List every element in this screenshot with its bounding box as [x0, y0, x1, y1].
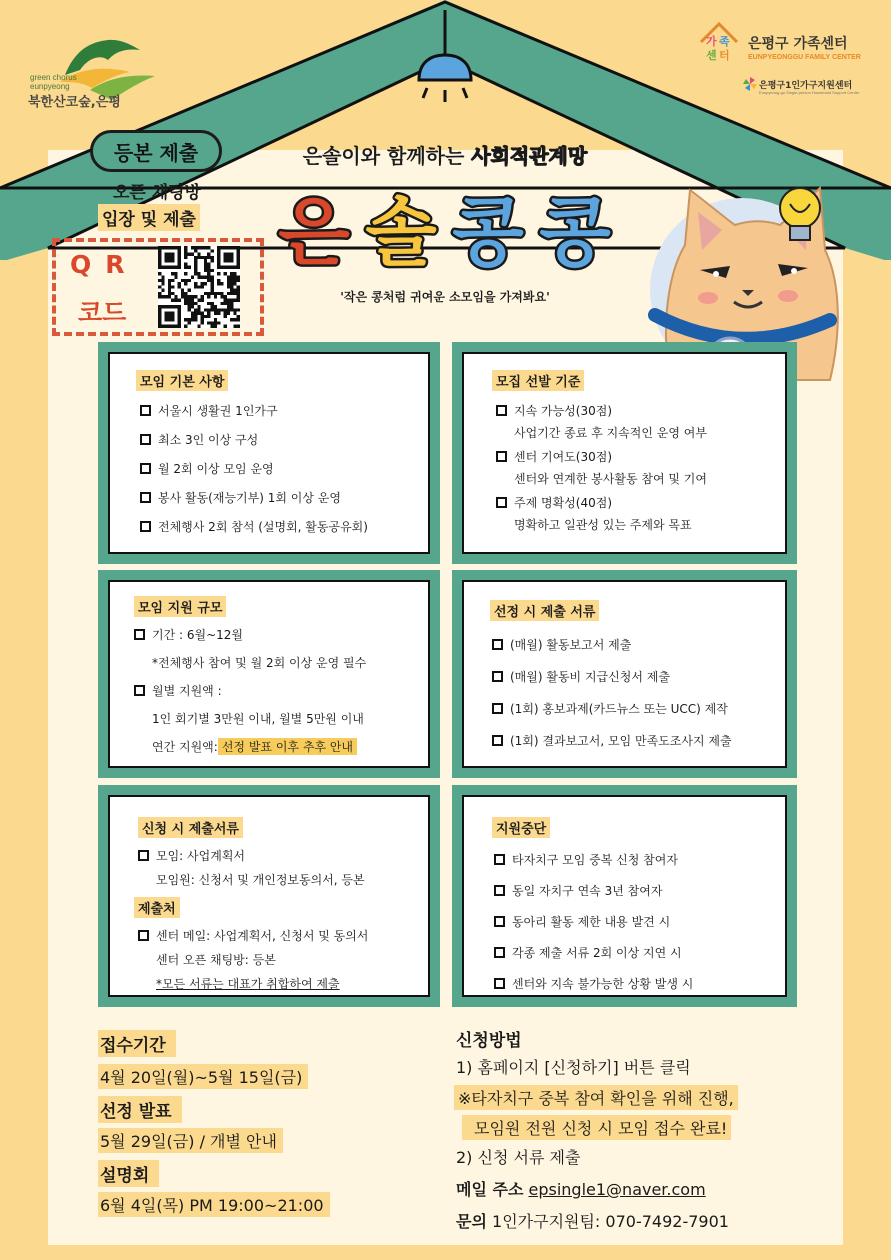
- checkbox-icon: [496, 451, 507, 462]
- list-item: 모임: 사업계획서: [138, 847, 245, 864]
- list-item: (매월) 활동보고서 제출: [492, 636, 631, 653]
- submit-badge: 등본 제출: [90, 130, 222, 172]
- list-item: 봉사 활동(재능기부) 1회 이상 운영: [140, 489, 341, 506]
- contact-value: 1인가구지원팀: 070-7492-7901: [492, 1212, 729, 1231]
- svg-text:터: 터: [719, 49, 730, 62]
- list-item: 월별 지원액 :: [134, 682, 222, 699]
- support-scale-box: [98, 570, 440, 778]
- logo-name: 북한산코숲,은평: [28, 95, 121, 110]
- title-char: 콩: [452, 190, 524, 275]
- list-item: (1회) 홍보과제(카드뉴스 또는 UCC) 제작: [492, 700, 728, 717]
- checkbox-icon: [492, 735, 503, 746]
- checkbox-icon: [492, 639, 503, 650]
- qr-label: 코드: [78, 298, 127, 327]
- list-item-desc: 연간 지원액: 선정 발표 이후 추후 안내: [152, 738, 357, 755]
- list-item-desc: *전체행사 참여 및 월 2회 이상 운영 필수: [152, 656, 367, 670]
- contact-label: 문의: [456, 1212, 487, 1231]
- list-item: 전체행사 2회 참석 (설명회, 활동공유회): [140, 518, 368, 535]
- checkbox-icon: [494, 916, 505, 927]
- title-char: 솔: [365, 190, 437, 275]
- list-item: 타자치구 모임 중복 신청 참여자: [494, 851, 678, 868]
- list-item: 센터 기여도(30점): [496, 448, 612, 465]
- svg-text:족: 족: [719, 35, 730, 48]
- yearly-highlight: 선정 발표 이후 추후 안내: [218, 738, 357, 755]
- title-char: 은: [278, 190, 350, 275]
- mail-row: [456, 1177, 706, 1200]
- basic-info-box: [98, 342, 440, 564]
- method-step2: 2) 신청 서류 제출: [456, 1148, 581, 1167]
- list-item-desc: 1인 회기별 3만원 이내, 월별 5만원 이내: [152, 712, 364, 726]
- list-item: 센터 메일: 사업계획서, 신청서 및 동의서: [138, 927, 368, 944]
- open-chat-label: 오픈 채팅방: [112, 183, 202, 203]
- checkbox-icon: [138, 850, 149, 861]
- list-item-desc: 명확하고 일관성 있는 주제와 목표: [514, 518, 692, 532]
- list-item: 센터와 지속 불가능한 상황 발생 시: [494, 975, 693, 992]
- box-title: 모임 지원 규모: [134, 596, 226, 617]
- poster-tagline: '작은 콩처럼 귀여운 소모임을 가져봐요': [340, 290, 550, 304]
- subtitle-text: 은솔이와 함께하는: [302, 144, 472, 168]
- mail-label: 메일 주소: [456, 1180, 524, 1199]
- announce-heading: 선정 발표: [98, 1096, 182, 1123]
- box-title: 신청 시 제출서류: [138, 817, 243, 838]
- list-item-note: *모든 서류는 대표가 취합하여 제출: [156, 977, 340, 991]
- list-item: 최소 3인 이상 구성: [140, 431, 258, 448]
- title-char: 콩: [539, 190, 611, 275]
- checkbox-icon: [492, 703, 503, 714]
- mail-link[interactable]: epsingle1@naver.com: [528, 1180, 706, 1199]
- checkbox-icon: [494, 978, 505, 989]
- list-item: 동일 자치구 연속 3년 참여자: [494, 882, 662, 899]
- checkbox-icon: [494, 947, 505, 958]
- checkbox-icon: [140, 405, 151, 416]
- family-center-logo-icon: [697, 20, 741, 64]
- checkbox-icon: [140, 463, 151, 474]
- method-note1: ※타자치구 중복 참여 확인을 위해 진행,: [454, 1085, 738, 1110]
- qr-label: QR: [70, 250, 139, 279]
- box-title: 선정 시 제출 서류: [490, 600, 599, 621]
- box-title: 제출처: [134, 897, 180, 918]
- list-item-desc: 센터 오픈 채팅방: 등본: [156, 953, 276, 967]
- list-item: (1회) 결과보고서, 모임 만족도조사지 제출: [492, 732, 732, 749]
- checkbox-icon: [134, 685, 145, 696]
- contact-row: [456, 1209, 729, 1232]
- box-title: 모임 기본 사항: [136, 370, 228, 391]
- list-item: 각종 제출 서류 2회 이상 지연 시: [494, 944, 682, 961]
- checkbox-icon: [138, 930, 149, 941]
- apply-docs-box: [98, 785, 440, 1007]
- checkbox-icon: [494, 854, 505, 865]
- ceiling-lamp-icon: [405, 10, 485, 105]
- list-item-desc: 모임원: 신청서 및 개인정보동의서, 등본: [156, 873, 365, 887]
- logo-small-text: green chorus: [30, 73, 77, 82]
- checkbox-icon: [140, 434, 151, 445]
- list-item: 기간 : 6월~12월: [134, 626, 243, 643]
- support-center-english: Eunpyeong-gu Single-person Household Support Center: [759, 90, 860, 95]
- checkbox-icon: [134, 629, 145, 640]
- checkbox-icon: [492, 671, 503, 682]
- qr-code-icon[interactable]: [158, 246, 240, 328]
- announce-value: 5월 29일(금) / 개별 안내: [98, 1128, 283, 1153]
- poster-title: [270, 180, 620, 275]
- checkbox-icon: [494, 885, 505, 896]
- list-item: 지속 가능성(30점): [496, 402, 612, 419]
- pinwheel-logo-icon: [742, 76, 758, 92]
- svg-text:센: 센: [706, 49, 717, 62]
- method-step1: 1) 홈페이지 [신청하기] 버튼 클릭: [456, 1058, 691, 1077]
- selected-docs-box: [452, 570, 797, 778]
- enter-submit-label: 입장 및 제출: [98, 204, 200, 231]
- period-value: 4월 20일(월)~5월 15일(금): [98, 1064, 308, 1089]
- checkbox-icon: [140, 492, 151, 503]
- list-item: 월 2회 이상 모임 운영: [140, 460, 274, 477]
- svg-text:가: 가: [706, 35, 717, 48]
- list-item-desc: 센터와 연계한 봉사활동 참여 및 기여: [514, 472, 707, 486]
- support-center-name: 은평구1인가구지원센터: [759, 81, 853, 91]
- list-item-desc: 사업기간 종료 후 지속적인 운영 여부: [514, 426, 707, 440]
- list-item: 주제 명확성(40점): [496, 494, 612, 511]
- list-item: 서울시 생활권 1인가구: [140, 402, 278, 419]
- poster-subtitle: [270, 140, 620, 169]
- box-title: 모집 선발 기준: [492, 370, 584, 391]
- subtitle-highlight: 사회적관계망: [471, 144, 588, 168]
- period-heading: 접수기간: [98, 1030, 176, 1057]
- method-heading: 신청방법: [456, 1031, 522, 1051]
- list-item: (매월) 활동비 지급신청서 제출: [492, 668, 670, 685]
- logo-small-text: eunpyeong: [30, 82, 70, 91]
- briefing-heading: 설명회: [98, 1160, 159, 1187]
- briefing-value: 6월 4일(목) PM 19:00~21:00: [98, 1192, 330, 1217]
- family-center-english: EUNPYEONGGU FAMILY CENTER: [748, 54, 861, 61]
- checkbox-icon: [140, 521, 151, 532]
- support-stop-box: [452, 785, 797, 1007]
- list-item: 동아리 활동 제한 내용 발견 시: [494, 913, 670, 930]
- selection-criteria-box: [452, 342, 797, 564]
- method-note2: 모임원 전원 신청 시 모임 접수 완료!: [462, 1115, 731, 1140]
- box-title: 지원중단: [492, 817, 550, 838]
- checkbox-icon: [496, 405, 507, 416]
- family-center-name: 은평구 가족센터: [748, 36, 848, 52]
- checkbox-icon: [496, 497, 507, 508]
